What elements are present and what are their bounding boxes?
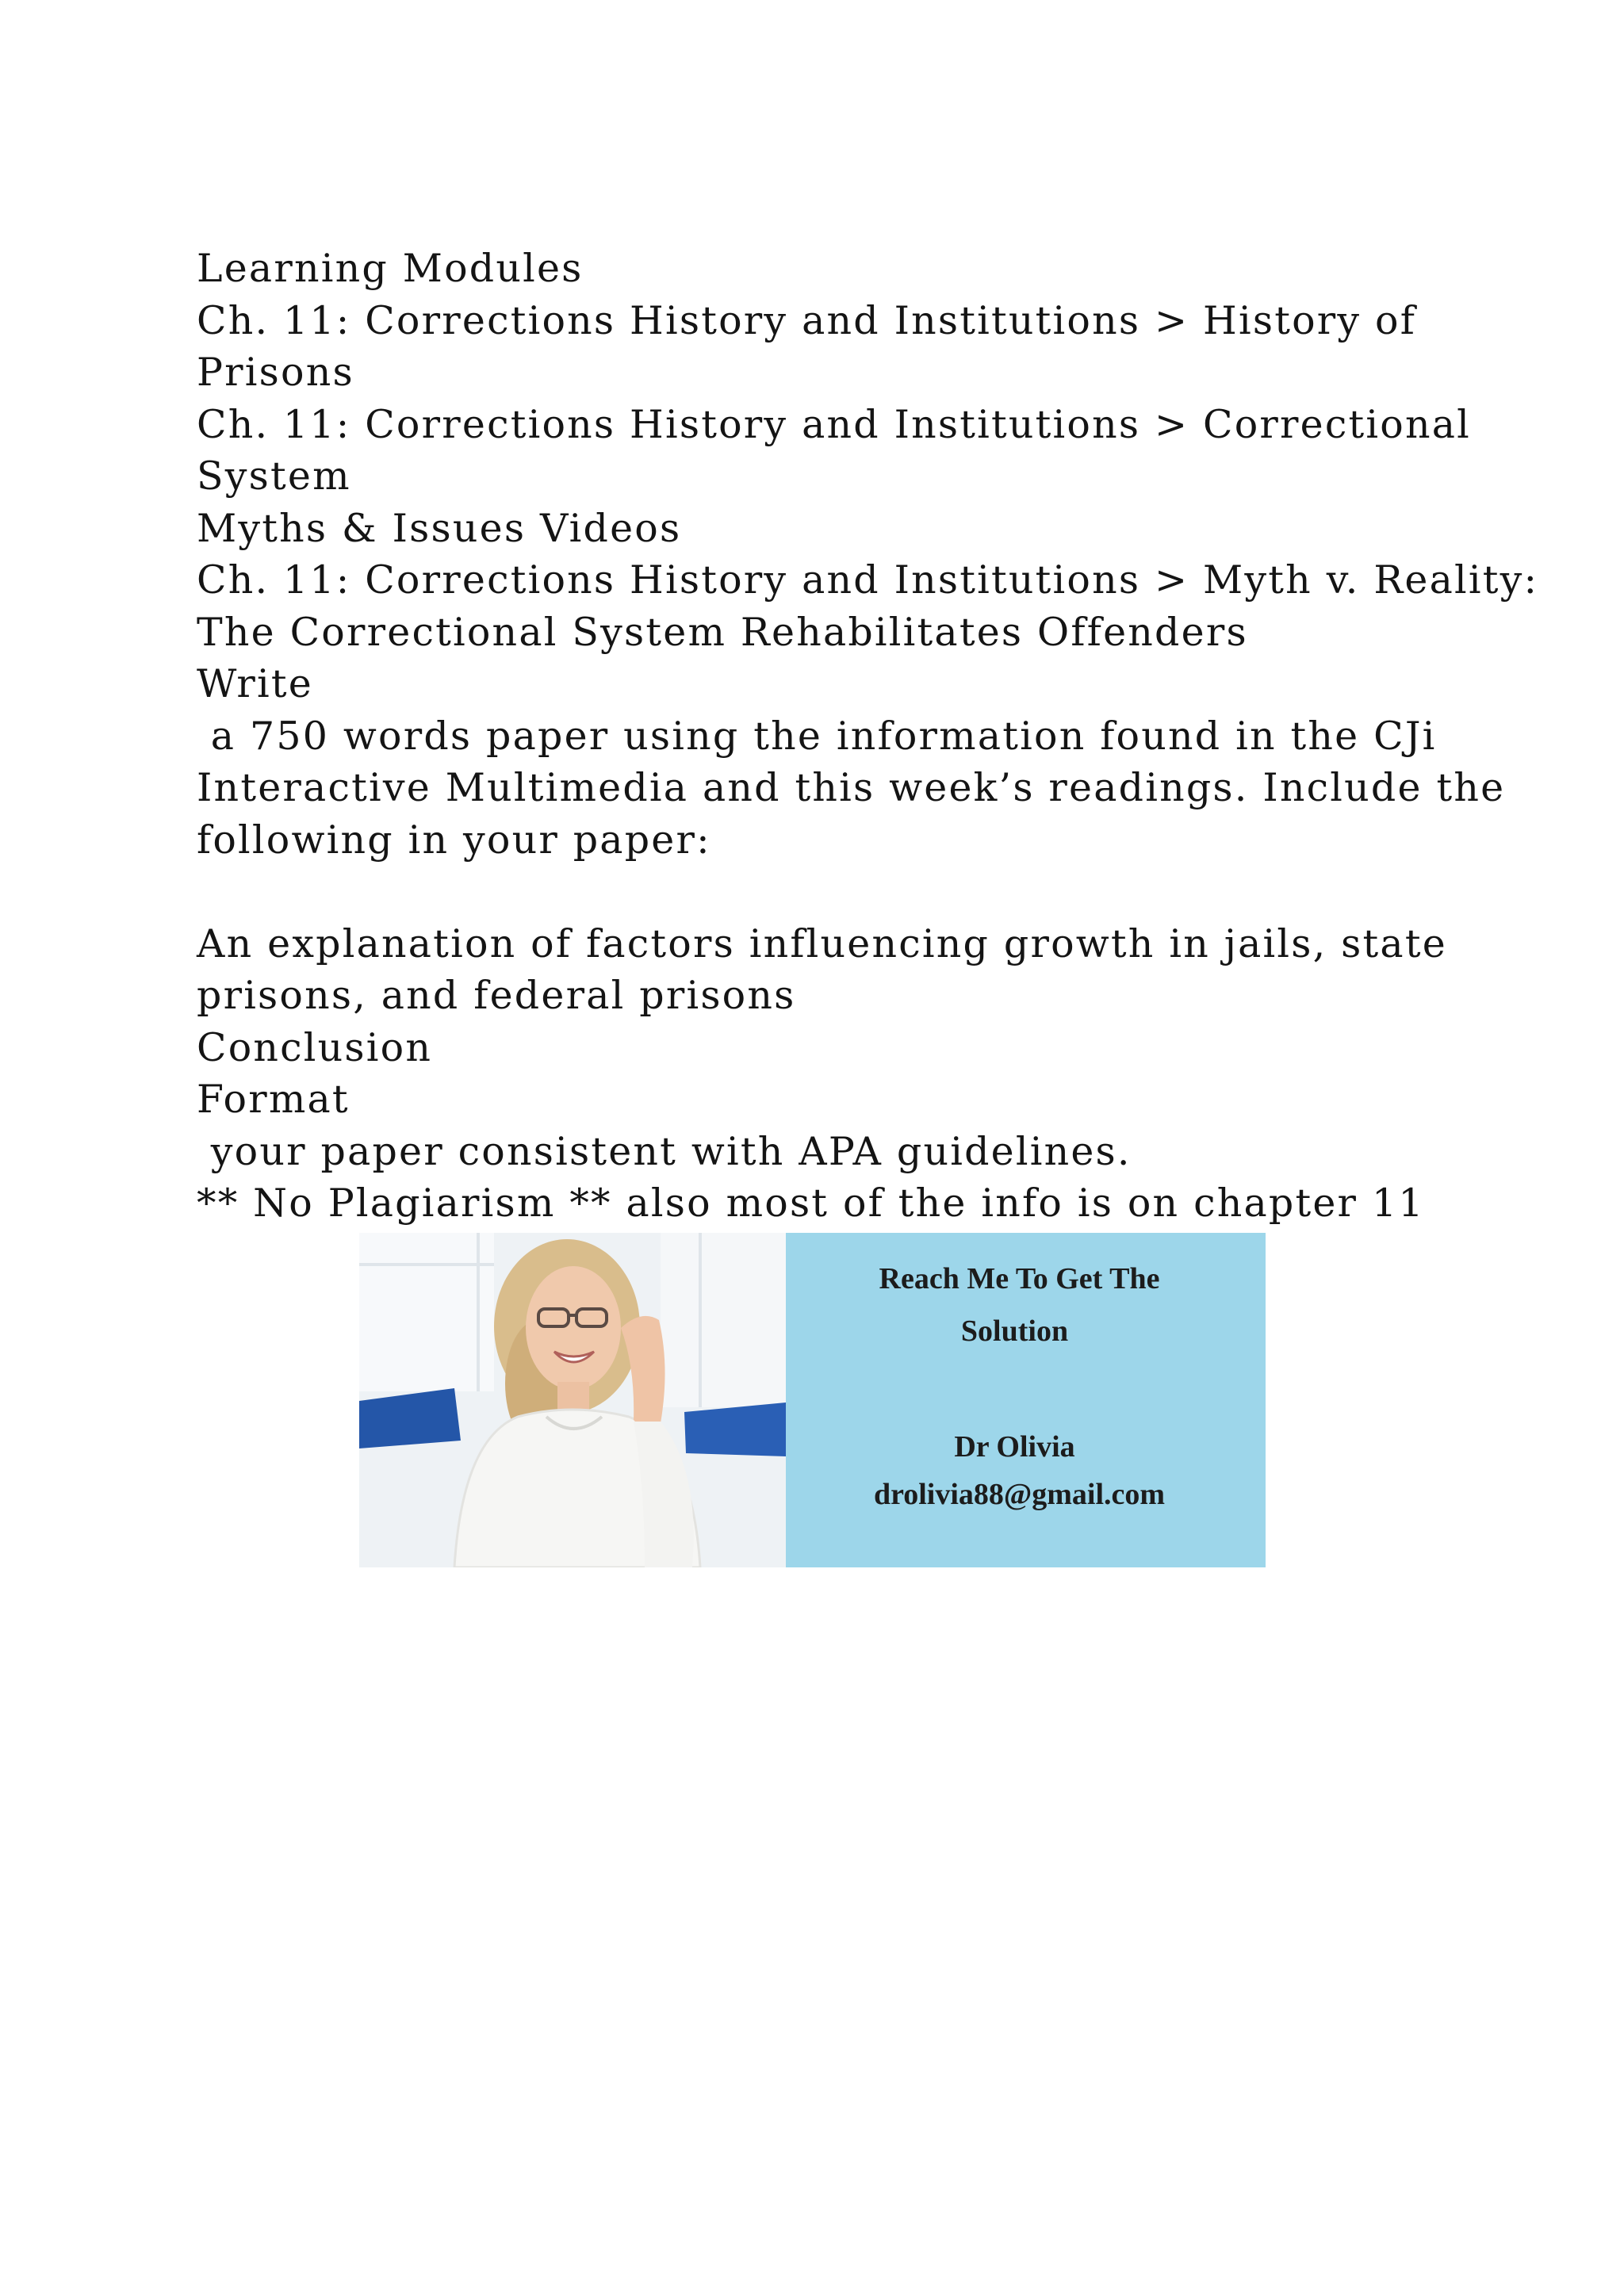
text-line: System [197, 453, 351, 499]
text-line: prisons, and federal prisons [197, 973, 796, 1018]
contact-banner [359, 1233, 1266, 1567]
text-line: Ch. 11: Corrections History and Institutions > Correctional [197, 401, 1472, 447]
banner-heading-line1: Reach Me To Get The [879, 1262, 1160, 1295]
text-line: Interactive Multimedia and this week’s readings. Include the [197, 765, 1506, 810]
contact-info-panel [786, 1233, 1266, 1567]
text-line: Prisons [197, 350, 354, 395]
contact-name: Dr Olivia [954, 1430, 1075, 1464]
text-line: following in your paper: [197, 817, 711, 863]
woman-photo-illustration [359, 1233, 786, 1567]
text-line: Learning Modules [197, 246, 584, 291]
document-body [197, 243, 1539, 1230]
text-line: a 750 words paper using the information found in the CJi [197, 713, 1437, 759]
text-line: Format [197, 1077, 350, 1122]
text-line: ** No Plagiarism ** also most of the info is on chapter 11 [197, 1181, 1425, 1226]
banner-heading-line2: Solution [960, 1314, 1069, 1348]
text-line: your paper consistent with APA guidelines. [197, 1128, 1132, 1174]
text-line: Ch. 11: Corrections History and Institutions > Myth v. Reality: [197, 557, 1539, 603]
text-line: The Correctional System Rehabilitates Offenders [197, 609, 1248, 655]
blank-line [197, 866, 1434, 918]
text-line: Myths & Issues Videos [197, 505, 682, 551]
text-line: Ch. 11: Corrections History and Institutions > History of [197, 297, 1417, 343]
contact-email: drolivia88@gmail.com [873, 1478, 1166, 1511]
text-line: Conclusion [197, 1024, 433, 1070]
woman-photo [359, 1233, 786, 1567]
text-line: An explanation of factors influencing growth in jails, state [197, 920, 1447, 966]
text-line: Write [197, 661, 313, 706]
